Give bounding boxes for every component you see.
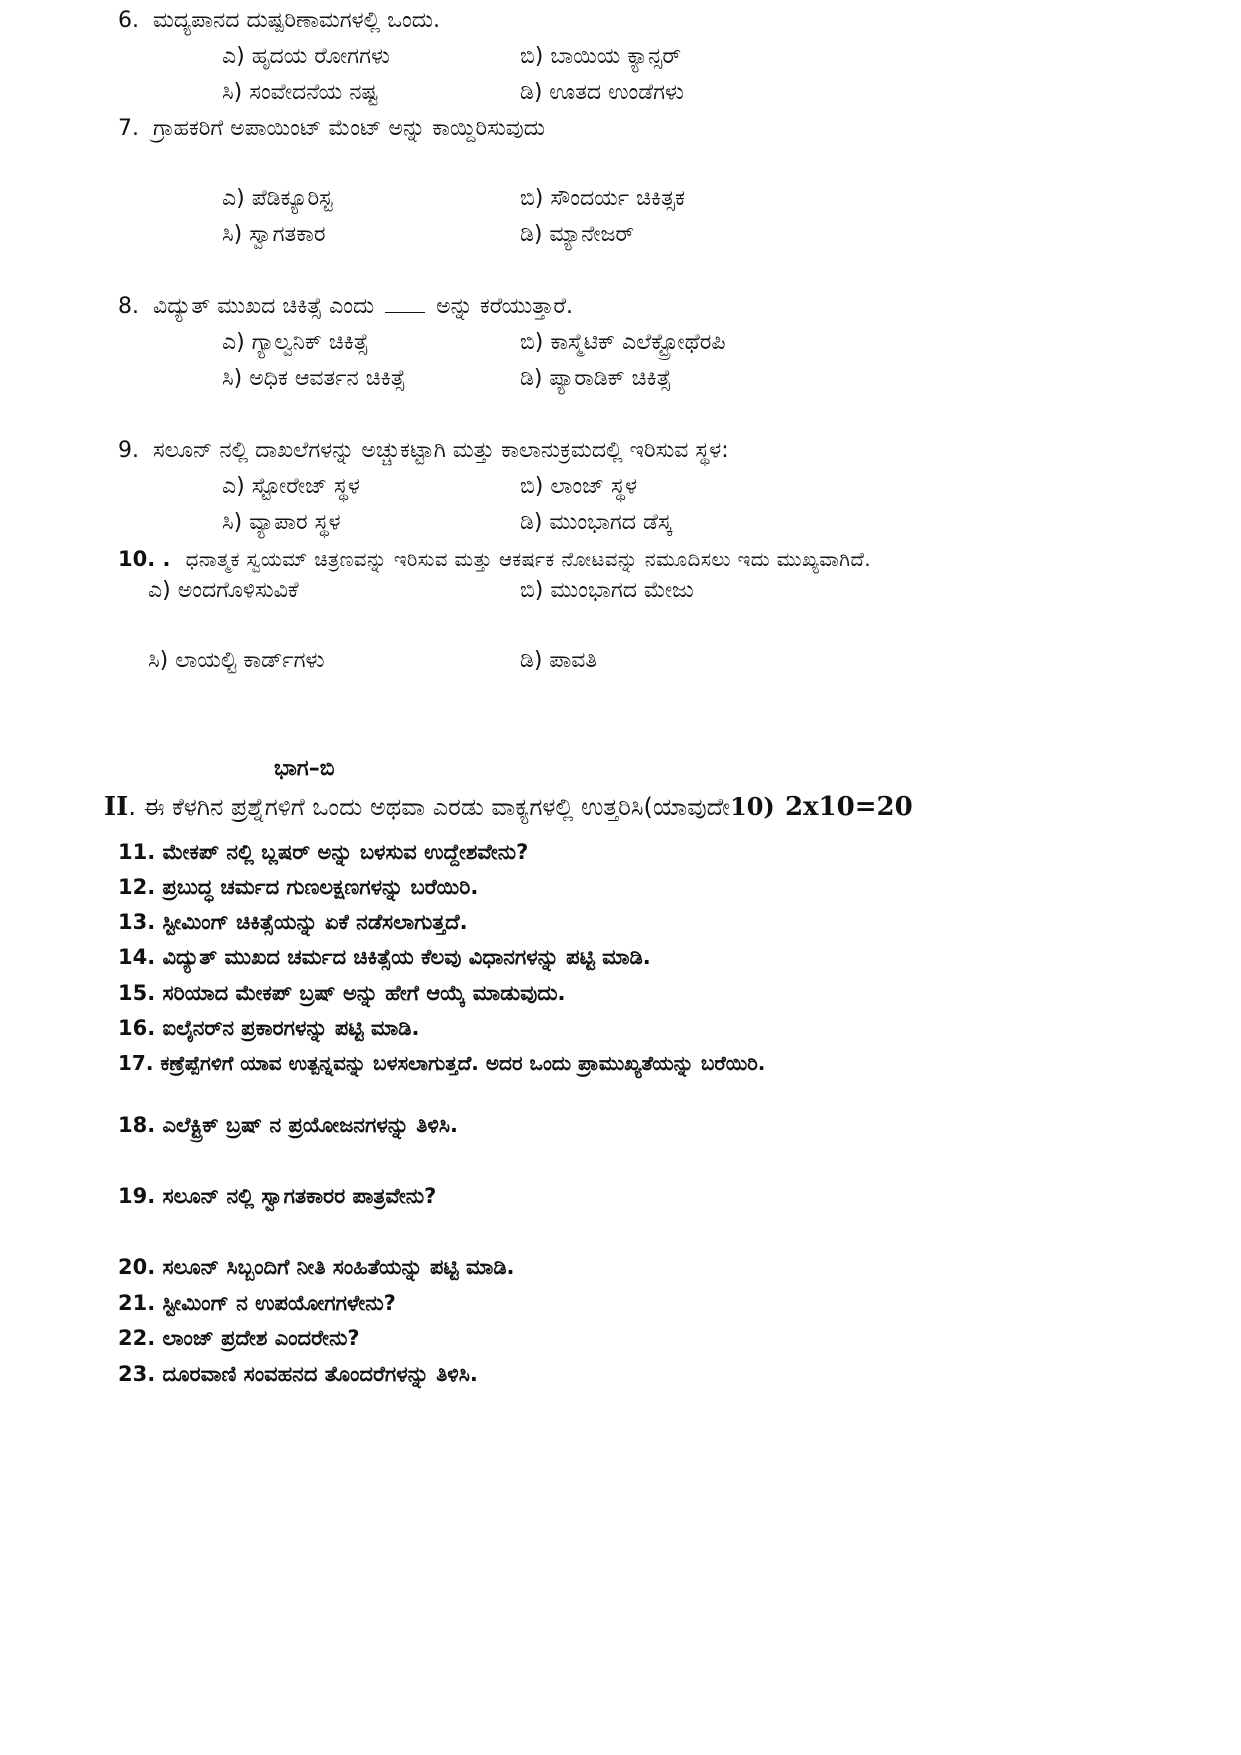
option-b: ಬಿ) ಸೌಂದರ್ಯ ಚಿಕಿತ್ಸಕ bbox=[520, 186, 685, 211]
question-21 bbox=[118, 1291, 396, 1316]
question-10 bbox=[118, 547, 871, 571]
question-text: ಗ್ರಾಹಕರಿಗೆ ಅಪಾಯಿಂಟ್ ಮೆಂಟ್ ಅನ್ನು ಕಾಯ್ದಿರಿಸುವುದು bbox=[153, 116, 545, 141]
question-7 bbox=[118, 116, 545, 141]
question-text: ಎಲೆಕ್ಟ್ರಿಕ್ ಬ್ರಷ್ ನ ಪ್ರಯೋಜನಗಳನ್ನು ತಿಳಿಸಿ. bbox=[162, 1113, 458, 1137]
question-number: 12. bbox=[118, 875, 156, 899]
option-d: ಡಿ) ಮುಂಭಾಗದ ಡೆಸ್ಕ bbox=[520, 510, 672, 535]
question-11 bbox=[118, 840, 528, 865]
question-count: 10) bbox=[730, 792, 775, 821]
question-number: 19. bbox=[118, 1184, 156, 1208]
question-text: ಐಲೈನರ್‌ನ ಪ್ರಕಾರಗಳನ್ನು ಪಟ್ಟಿ ಮಾಡಿ. bbox=[162, 1016, 420, 1040]
option-c: ಸಿ) ಲಾಯಲ್ಟಿ ಕಾರ್ಡ್‌ಗಳು bbox=[148, 648, 325, 673]
option-b: ಬಿ) ಬಾಯಿಯ ಕ್ಯಾನ್ಸರ್ bbox=[520, 44, 682, 69]
question-text: ಸ್ಟೀಮಿಂಗ್ ಚಿಕಿತ್ಸೆಯನ್ನು ಏಕೆ ನಡೆಸಲಾಗುತ್ತದೆ. bbox=[162, 910, 468, 934]
option-a: ಎ) ಪೆಡಿಕ್ಯೂರಿಸ್ಟ bbox=[222, 186, 333, 211]
question-number: 16. bbox=[118, 1016, 156, 1040]
marks-total: 2x10=20 bbox=[784, 792, 913, 822]
question-16 bbox=[118, 1016, 420, 1041]
option-b: ಬಿ) ಮುಂಭಾಗದ ಮೇಜು bbox=[520, 578, 694, 603]
option-a: ಎ) ಹೃದಯ ರೋಗಗಳು bbox=[222, 44, 390, 69]
question-22 bbox=[118, 1326, 360, 1351]
question-number: 21. bbox=[118, 1291, 156, 1315]
question-number: 20. bbox=[118, 1255, 156, 1279]
section-roman-numeral: II bbox=[104, 792, 129, 822]
question-number: 8. bbox=[118, 294, 139, 319]
question-12 bbox=[118, 875, 478, 900]
question-number: 7. bbox=[118, 116, 139, 141]
question-14 bbox=[118, 945, 651, 970]
question-6 bbox=[118, 8, 440, 33]
option-c: ಸಿ) ಅಧಿಕ ಆವರ್ತನ ಚಿಕಿತ್ಸೆ bbox=[222, 366, 406, 391]
question-8 bbox=[118, 294, 573, 319]
question-text: ಸಲೂನ್ ನಲ್ಲಿ ಸ್ವಾಗತಕಾರರ ಪಾತ್ರವೇನು? bbox=[162, 1184, 437, 1208]
question-text: ದೂರವಾಣಿ ಸಂವಹನದ ತೊಂದರೆಗಳನ್ನು ತಿಳಿಸಿ. bbox=[162, 1362, 478, 1386]
question-text: ಮದ್ಯಪಾನದ ದುಷ್ಪರಿಣಾಮಗಳಲ್ಲಿ ಒಂದು. bbox=[153, 8, 440, 33]
question-number: 18. bbox=[118, 1113, 156, 1137]
question-13 bbox=[118, 910, 468, 935]
question-number: 14. bbox=[118, 945, 156, 969]
question-number: 23. bbox=[118, 1362, 156, 1386]
fill-in-blank bbox=[385, 312, 425, 313]
question-23 bbox=[118, 1362, 478, 1387]
question-number: 13. bbox=[118, 910, 156, 934]
option-a: ಎ) ಅಂದಗೊಳಿಸುವಿಕೆ bbox=[148, 578, 299, 603]
option-a: ಎ) ಗ್ಯಾಲ್ವನಿಕ್ ಚಿಕಿತ್ಸೆ bbox=[222, 330, 369, 355]
option-c: ಸಿ) ವ್ಯಾಪಾರ ಸ್ಥಳ bbox=[222, 510, 341, 535]
question-20 bbox=[118, 1255, 515, 1280]
question-number: 22. bbox=[118, 1326, 156, 1350]
option-c: ಸಿ) ಸಂವೇದನೆಯ ನಷ್ಟ bbox=[222, 80, 378, 105]
question-text: ಸಲೂನ್ ನಲ್ಲಿ ದಾಖಲೆಗಳನ್ನು ಅಚ್ಚುಕಟ್ಟಾಗಿ ಮತ್ತು ಕಾಲಾನುಕ್ರಮದಲ್ಲಿ ಇರಿಸುವ ಸ್ಥಳ: bbox=[153, 438, 729, 463]
section-title: ಭಾಗ–ಬಿ bbox=[274, 756, 335, 781]
question-18 bbox=[118, 1113, 458, 1138]
question-number: 10. . bbox=[118, 547, 171, 571]
question-text: ಪ್ರಬುದ್ಧ ಚರ್ಮದ ಗುಣಲಕ್ಷಣಗಳನ್ನು ಬರೆಯಿರಿ. bbox=[162, 875, 479, 899]
option-b: ಬಿ) ಕಾಸ್ಮೆಟಿಕ್ ಎಲೆಕ್ಟ್ರೋಥೆರಪಿ bbox=[520, 330, 726, 355]
option-c: ಸಿ) ಸ್ವಾಗತಕಾರ bbox=[222, 222, 326, 247]
question-number: 17. bbox=[118, 1051, 154, 1075]
option-d: ಡಿ) ಊತದ ಉಂಡೆಗಳು bbox=[520, 80, 684, 105]
question-text: ಮೇಕಪ್ ನಲ್ಲಿ ಬ್ಲಷರ್ ಅನ್ನು ಬಳಸುವ ಉದ್ದೇಶವೇನು? bbox=[162, 840, 529, 864]
option-d: ಡಿ) ಮ್ಯಾನೇಜರ್ bbox=[520, 222, 635, 247]
question-text: ಕಣ್ರೆಪ್ಪೆಗಳಿಗೆ ಯಾವ ಉತ್ಪನ್ನವನ್ನು ಬಳಸಲಾಗುತ್ತದೆ. ಅದರ ಒಂದು ಪ್ರಾಮುಖ್ಯತೆಯನ್ನು ಬರೆಯಿರಿ. bbox=[160, 1051, 766, 1075]
question-text: ವಿದ್ಯುತ್ ಮುಖದ ಚಿಕಿತ್ಸೆ ಎಂದು bbox=[153, 294, 375, 319]
option-d: ಡಿ) ಪ್ಯಾರಾಡಿಕ್ ಚಿಕಿತ್ಸೆ bbox=[520, 366, 672, 391]
question-text: ಲಾಂಜ್ ಪ್ರದೇಶ ಎಂದರೇನು? bbox=[162, 1326, 360, 1350]
option-a: ಎ) ಸ್ಟೋರೇಜ್ ಸ್ಥಳ bbox=[222, 474, 360, 499]
question-text: ವಿದ್ಯುತ್ ಮುಖದ ಚರ್ಮದ ಚಿಕಿತ್ಸೆಯ ಕೆಲವು ವಿಧಾನಗಳನ್ನು ಪಟ್ಟಿ ಮಾಡಿ. bbox=[162, 945, 651, 969]
section-instruction bbox=[104, 792, 913, 822]
question-text: ಧನಾತ್ಮಕ ಸ್ವಯಮ್ ಚಿತ್ರಣವನ್ನು ಇರಿಸುವ ಮತ್ತು ಆಕರ್ಷಕ ನೋಟವನ್ನು ನಮೂದಿಸಲು ಇದು ಮುಖ್ಯವಾಗಿದೆ. bbox=[185, 548, 872, 571]
question-number: 9. bbox=[118, 438, 139, 463]
question-number: 15. bbox=[118, 981, 156, 1005]
question-number: 6. bbox=[118, 8, 139, 33]
option-b: ಬಿ) ಲಾಂಜ್ ಸ್ಥಳ bbox=[520, 474, 637, 499]
question-text: ಸ್ಟೀಮಿಂಗ್ ನ ಉಪಯೋಗಗಳೇನು? bbox=[162, 1291, 396, 1315]
question-text: ಸರಿಯಾದ ಮೇಕಪ್ ಬ್ರಷ್ ಅನ್ನು ಹೇಗೆ ಆಯ್ಕೆ ಮಾಡುವುದು. bbox=[162, 981, 566, 1005]
question-text: ಸಲೂನ್ ಸಿಬ್ಬಂದಿಗೆ ನೀತಿ ಸಂಹಿತೆಯನ್ನು ಪಟ್ಟಿ ಮಾಡಿ. bbox=[162, 1255, 515, 1279]
question-19 bbox=[118, 1184, 436, 1209]
question-15 bbox=[118, 981, 566, 1006]
instruction-text: . ಈ ಕೆಳಗಿನ ಪ್ರಶ್ನೆಗಳಿಗೆ ಒಂದು ಅಥವಾ ಎರಡು ವಾಕ್ಯಗಳಲ್ಲಿ ಉತ್ತರಿಸಿ(ಯಾವುದೇ bbox=[128, 793, 731, 821]
question-text-after: ಅನ್ನು ಕರೆಯುತ್ತಾರೆ. bbox=[436, 294, 573, 319]
question-17 bbox=[118, 1051, 765, 1075]
question-number: 11. bbox=[118, 840, 156, 864]
option-d: ಡಿ) ಪಾವತಿ bbox=[520, 648, 598, 673]
question-9 bbox=[118, 438, 729, 463]
